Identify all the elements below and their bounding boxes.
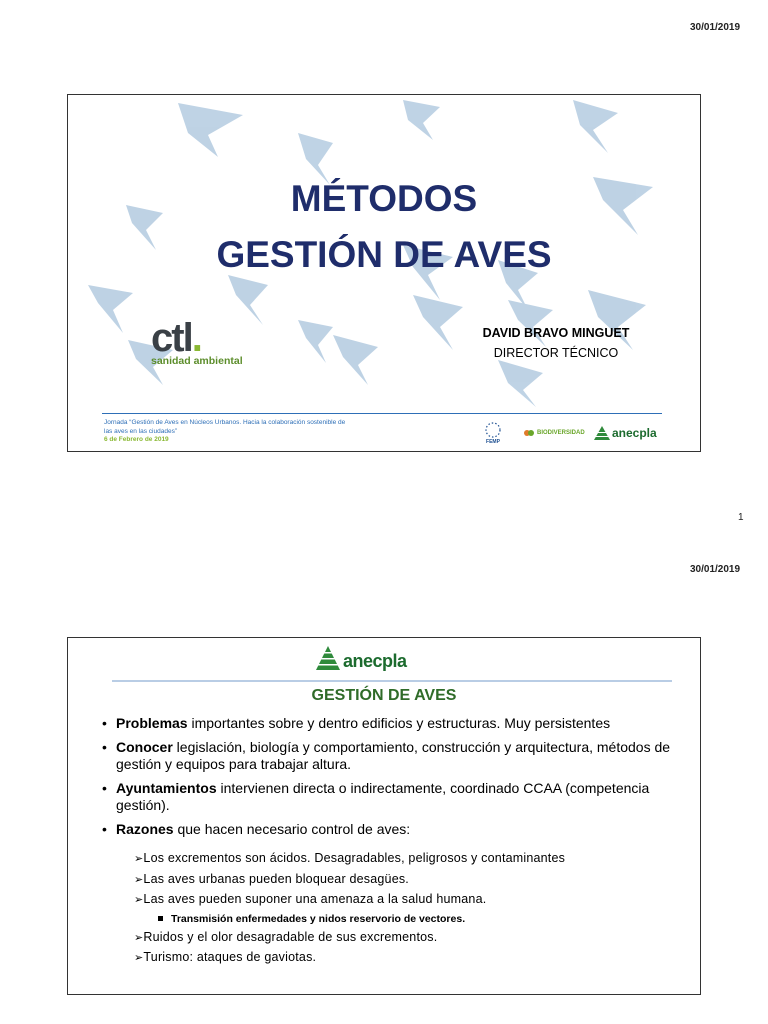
- anecpla-label-small: anecpla: [612, 426, 657, 440]
- anecpla-logo-small: [594, 419, 664, 447]
- footer-event-line1: Jornada “Gestión de Aves en Núcleos Urbanos. Hacia la colaboración sostenible de: [104, 419, 346, 426]
- bullet-item: • Conocer legislación, biología y comportamiento, construcción y arquitectura, métodos de gestión y equipos para trabajar altura.: [102, 739, 692, 773]
- page1-date: 30/01/2019: [690, 22, 741, 33]
- biodiversidad-label: BIODIVERSIDAD: [537, 430, 585, 436]
- ctl-logo-main: ctl: [151, 316, 192, 360]
- anecpla-tree-icon: [316, 646, 340, 672]
- biodiversidad-logo: [523, 419, 593, 447]
- footer-date: 6 de Febrero de 2019: [104, 436, 169, 443]
- footer-event-line2: las aves en las ciudades”: [104, 427, 177, 435]
- ctl-logo: [151, 318, 243, 367]
- reason-item: ➢Los excrementos son ácidos. Desagradables, peligrosos y contaminantes: [134, 851, 566, 865]
- title-slide: [67, 94, 701, 452]
- reason-item: ➢Las aves urbanas pueden bloquear desagües.: [134, 871, 409, 886]
- femp-label: FEMP: [486, 439, 500, 445]
- anecpla-tree-icon: [594, 426, 610, 440]
- reason-item: ➢Ruidos y el olor desagradable de sus excrementos.: [134, 929, 438, 944]
- page2-date: 30/01/2019: [690, 564, 741, 575]
- slide-title-line1: MÉTODOS: [290, 178, 478, 219]
- anecpla-label: anecpla: [343, 651, 407, 671]
- page-number: 1: [738, 512, 744, 523]
- content-slide: [67, 637, 701, 995]
- leaf-icon: [523, 427, 535, 439]
- bullet-item: • Ayuntamientos intervienen directa o indirectamente, coordinado CCAA (competencia gestión).: [102, 780, 692, 814]
- reasons-list: [102, 849, 692, 969]
- bullet-item: • Problemas importantes sobre y dentro edificios y estructuras. Muy persistentes: [102, 715, 692, 732]
- author-name: DAVID BRAVO MINGUET: [482, 326, 630, 340]
- slide-title: GESTIÓN DE AVES: [311, 687, 457, 704]
- bullet-list: [102, 715, 692, 839]
- ctl-logo-dot: .: [191, 316, 201, 360]
- subreason-item: Transmisión enfermedades y nidos reservorio de vectores.: [102, 911, 692, 928]
- square-bullet-icon: [158, 916, 163, 921]
- bullet-item: • Razones que hacen necesario control de aves:: [102, 821, 692, 838]
- footer-event: [104, 419, 384, 445]
- anecpla-logo: [316, 646, 407, 672]
- reason-item: ➢Las aves pueden suponer una amenaza a la salud humana.: [134, 892, 487, 906]
- reason-item: ➢Turismo: ataques de gaviotas.: [134, 950, 317, 964]
- footer-divider: [102, 413, 662, 414]
- header-divider: [112, 680, 672, 682]
- ctl-logo-subtitle: sanidad ambiental: [151, 355, 243, 367]
- slide-title-line2: GESTIÓN DE AVES: [216, 234, 552, 275]
- femp-logo: [470, 419, 516, 447]
- author-role: DIRECTOR TÉCNICO: [493, 346, 619, 360]
- femp-stars-icon: [480, 421, 506, 439]
